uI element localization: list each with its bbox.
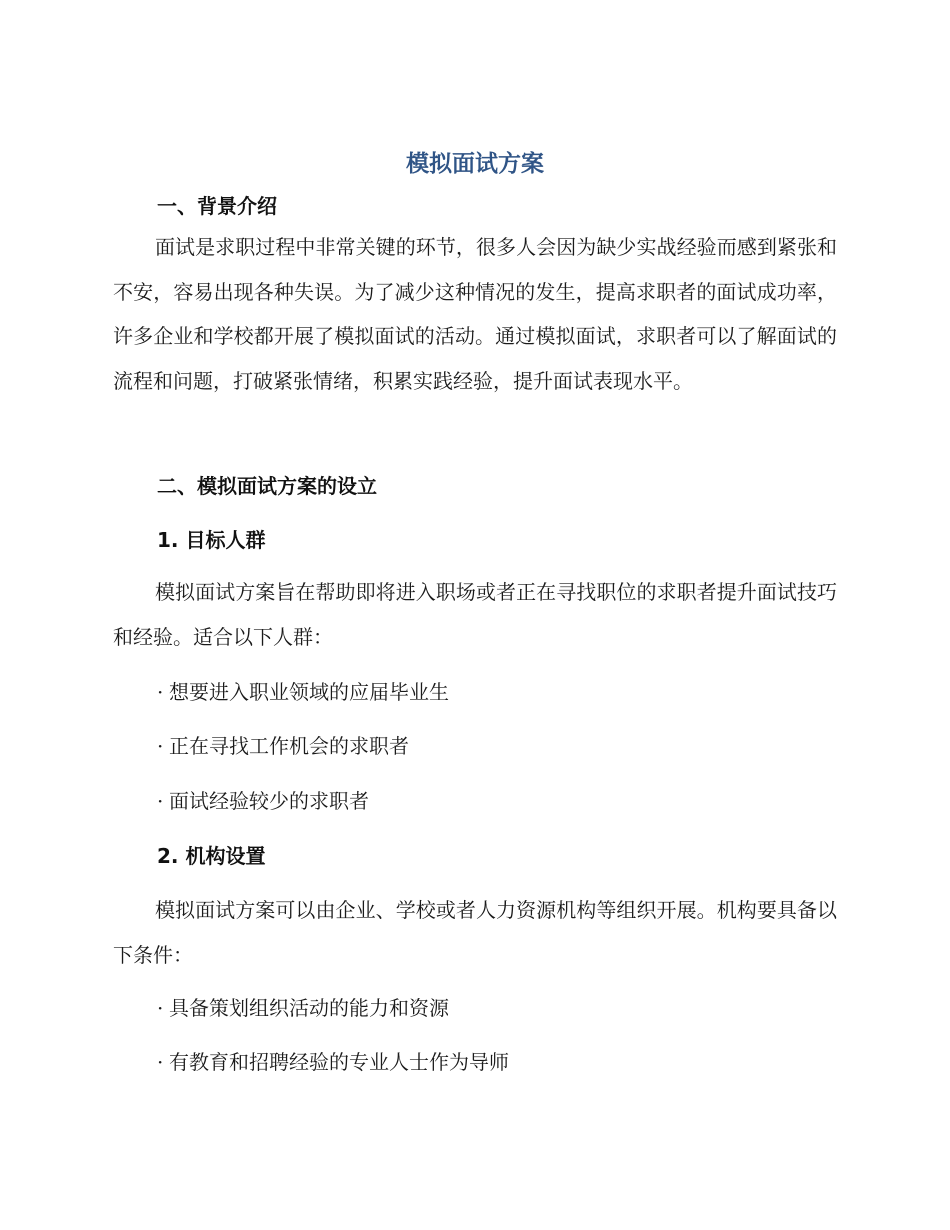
target-audience-paragraph: 模拟面试方案旨在帮助即将进入职场或者正在寻找职位的求职者提升面试技巧和经验。适合以下人群： (113, 580, 837, 649)
background-paragraph: 面试是求职过程中非常关键的环节，很多人会因为缺少实战经验而感到紧张和不安，容易出现各种失误。为了减少这种情况的发生，提高求职者的面试成功率，许多企业和学校都开展了模拟面试的活动。通过模拟面试，求职者可以了解面试的流程和问题，打破紧张情绪，积累实践经验，提升面试表现水平。 (113, 235, 837, 393)
section-heading-setup: 二、模拟面试方案的设立 (157, 474, 377, 498)
bullet-marker: · (157, 996, 164, 1020)
list-item (157, 730, 409, 762)
subheading-target-audience: 1. 目标人群 (157, 528, 266, 552)
bullet-marker: · (157, 789, 164, 813)
list-item (157, 676, 449, 708)
organization-paragraph: 模拟面试方案可以由企业、学校或者人力资源机构等组织开展。机构要具备以下条件： (113, 898, 837, 967)
section-heading-background: 一、背景介绍 (157, 194, 277, 218)
list-item-text: 正在寻找工作机会的求职者 (169, 734, 409, 758)
subheading-organization: 2. 机构设置 (157, 844, 266, 868)
list-item (157, 785, 369, 817)
bullet-marker: · (157, 1050, 164, 1074)
list-item-text: 有教育和招聘经验的专业人士作为导师 (169, 1050, 509, 1074)
bullet-marker: · (157, 680, 164, 704)
bullet-marker: · (157, 734, 164, 758)
list-item-text: 面试经验较少的求职者 (169, 789, 369, 813)
list-item (157, 992, 449, 1024)
document-title: 模拟面试方案 (406, 151, 544, 177)
list-item-text: 想要进入职业领域的应届毕业生 (169, 680, 449, 704)
list-item-text: 具备策划组织活动的能力和资源 (169, 996, 449, 1020)
list-item (157, 1046, 509, 1078)
